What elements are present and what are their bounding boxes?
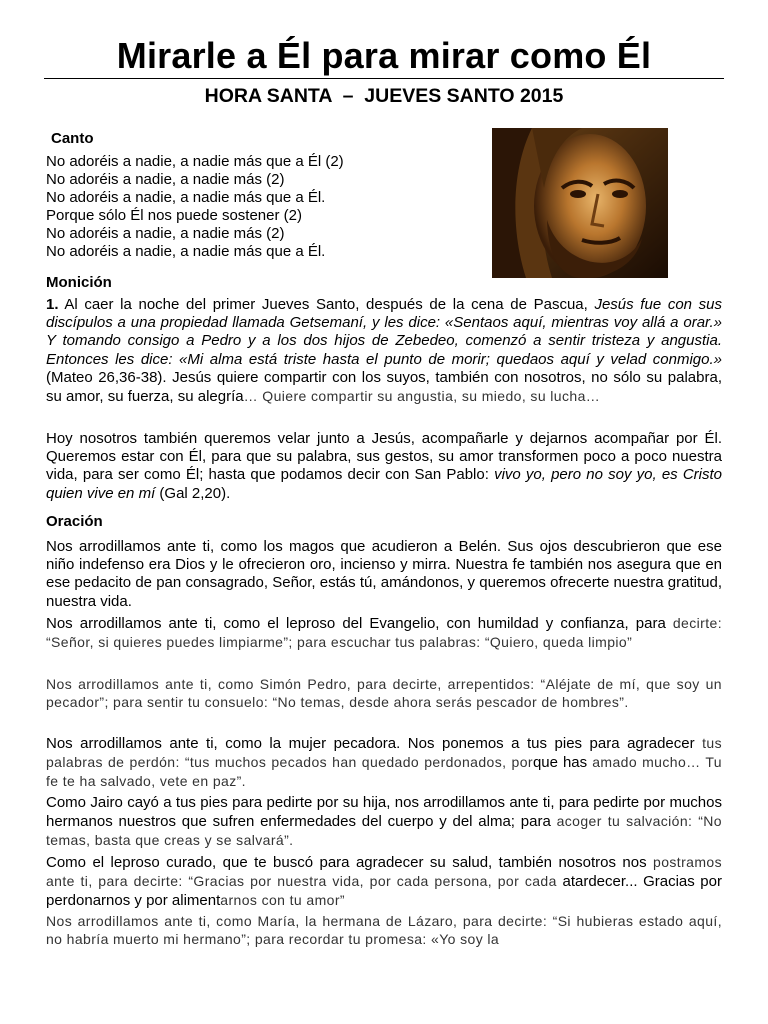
paragraph-number: 1. [46,296,59,313]
canto-line: Porque sólo Él nos puede sostener (2) [46,207,302,224]
oracion-text: que has [532,754,588,772]
monicion-heading: Monición [46,274,112,291]
oracion-text: Como el leproso curado, que te buscó para agradecer su salud, también nosotros nos [46,854,654,871]
oracion-text-light: amado mucho… Tu fe te ha salvado, vete en paz”. [46,754,722,790]
oracion-heading: Oración [46,513,103,530]
oracion-paragraph: Nos arrodillamos ante ti, como los magos que acudieron a Belén. Sus ojos descubrieron que ese niño indefenso era Dios y le ofrecieron oro, incienso y mirra. Nuestra fe también nos asegura que en ese pedacito de pan consagrado, Señor, estás tú, amándonos, y queremos ofrecerte nuestra gratitud, nuestra vida. [46,538,722,610]
oracion-text-light: decirte: “Señor, si quieres puedes limpiarme”; para escuchar tus palabras: “Quiero, queda limpio” [46,615,722,651]
oracion-text-light: arnos con tu amor” [220,892,345,909]
gospel-quote: Jesús fue con sus discípulos a una propiedad llamada Getsemaní, y les dice: «Sentaos aquí, mientras voy allá a orar.» Y tomando consigo a Pedro y a los dos hijos de Zebedeo, comenzó a sentir tristeza y angustia. Entonces les dice: «Mi alma está triste hasta el punto de morir; quedaos aquí y velad conmigo.» [46,296,722,368]
canto-line: No adoréis a nadie, a nadie más que a Él (2) [46,153,344,170]
oracion-text: Nos arrodillamos ante ti, como el leproso del Evangelio, con humildad y confianza, para [46,615,673,632]
monicion-text: Al caer la noche del primer Jueves Santo, después de la cena de Pascua, [58,296,595,313]
oracion-paragraph [46,853,722,911]
title-underline [44,78,724,79]
oracion-paragraph: Nos arrodillamos ante ti, como María, la hermana de Lázaro, para decirte: “Si hubieras estado aquí, no habría muerto mi hermano”; para recordar tu promesa: «Yo soy la [46,913,722,948]
monicion-text: (Gal 2,20). [155,484,231,502]
oracion-text-light: tus palabras de perdón: “tus muchos pecados han quedado perdonados, por [46,735,722,771]
oracion-text-light: postramos ante ti, para decirte: “Gracias por nuestra vida, por cada persona, por cada [46,854,722,890]
oracion-text: atardecer... Gracias por perdonarnos y por aliment [46,873,722,910]
canto-line: No adoréis a nadie, a nadie más que a Él. [46,189,326,206]
oracion-paragraph [46,794,722,851]
page-subtitle: HORA SANTA – JUEVES SANTO 2015 [204,85,564,107]
monicion-text: Hoy nosotros también queremos velar junto a Jesús, acompañarle y dejarnos acompañar por Él. Queremos estar con Él, para que su palabra, sus gestos, su amor transformen poco a poco nuestra vida, para ser como Él; hasta que podamos decir con San Pablo: [46,430,722,484]
oracion-paragraph: Nos arrodillamos ante ti, como Simón Pedro, para decirte, arrepentidos: “Aléjate de mí, que soy un pecador”; para sentir tu consuelo: “No temas, desde ahora serás pescador de hombres”. [46,676,722,711]
monicion-text: (Mateo 26,36-38). Jesús quiere compartir con los suyos, también con nosotros, no sólo su palabra, su amor, su fuerza, su alegría [46,368,722,406]
monicion-text-light: … Quiere compartir su angustia, su miedo, su lucha… [243,388,601,405]
page-title: Mirarle a Él para mirar como Él [116,35,652,76]
monicion-paragraph-2 [46,430,722,503]
canto-line: No adoréis a nadie, a nadie más (2) [46,171,285,188]
oracion-paragraph [46,614,722,652]
oracion-text: Nos arrodillamos ante ti, como la mujer pecadora. Nos ponemos a tus pies para agradecer [46,735,703,752]
canto-heading: Canto [51,130,94,147]
canto-line: No adoréis a nadie, a nadie más (2) [46,225,285,242]
pauline-quote: vivo yo, pero no soy yo, es Cristo quien vive en mí [46,466,722,502]
canto-line: No adoréis a nadie, a nadie más que a Él. [46,243,326,260]
oracion-paragraph [46,734,722,792]
oracion-text: Como Jairo cayó a tus pies para pedirte por su hija, nos arrodillamos ante ti, para pedirte por muchos hermanos nuestros que sufren enfermedades del cuerpo y del alma; para [46,794,722,831]
monicion-paragraph-1 [46,296,722,406]
jesus-portrait-image [492,128,668,278]
oracion-text-light: acoger tu salvación: “No temas, basta que creas y se salvará”. [46,813,722,849]
